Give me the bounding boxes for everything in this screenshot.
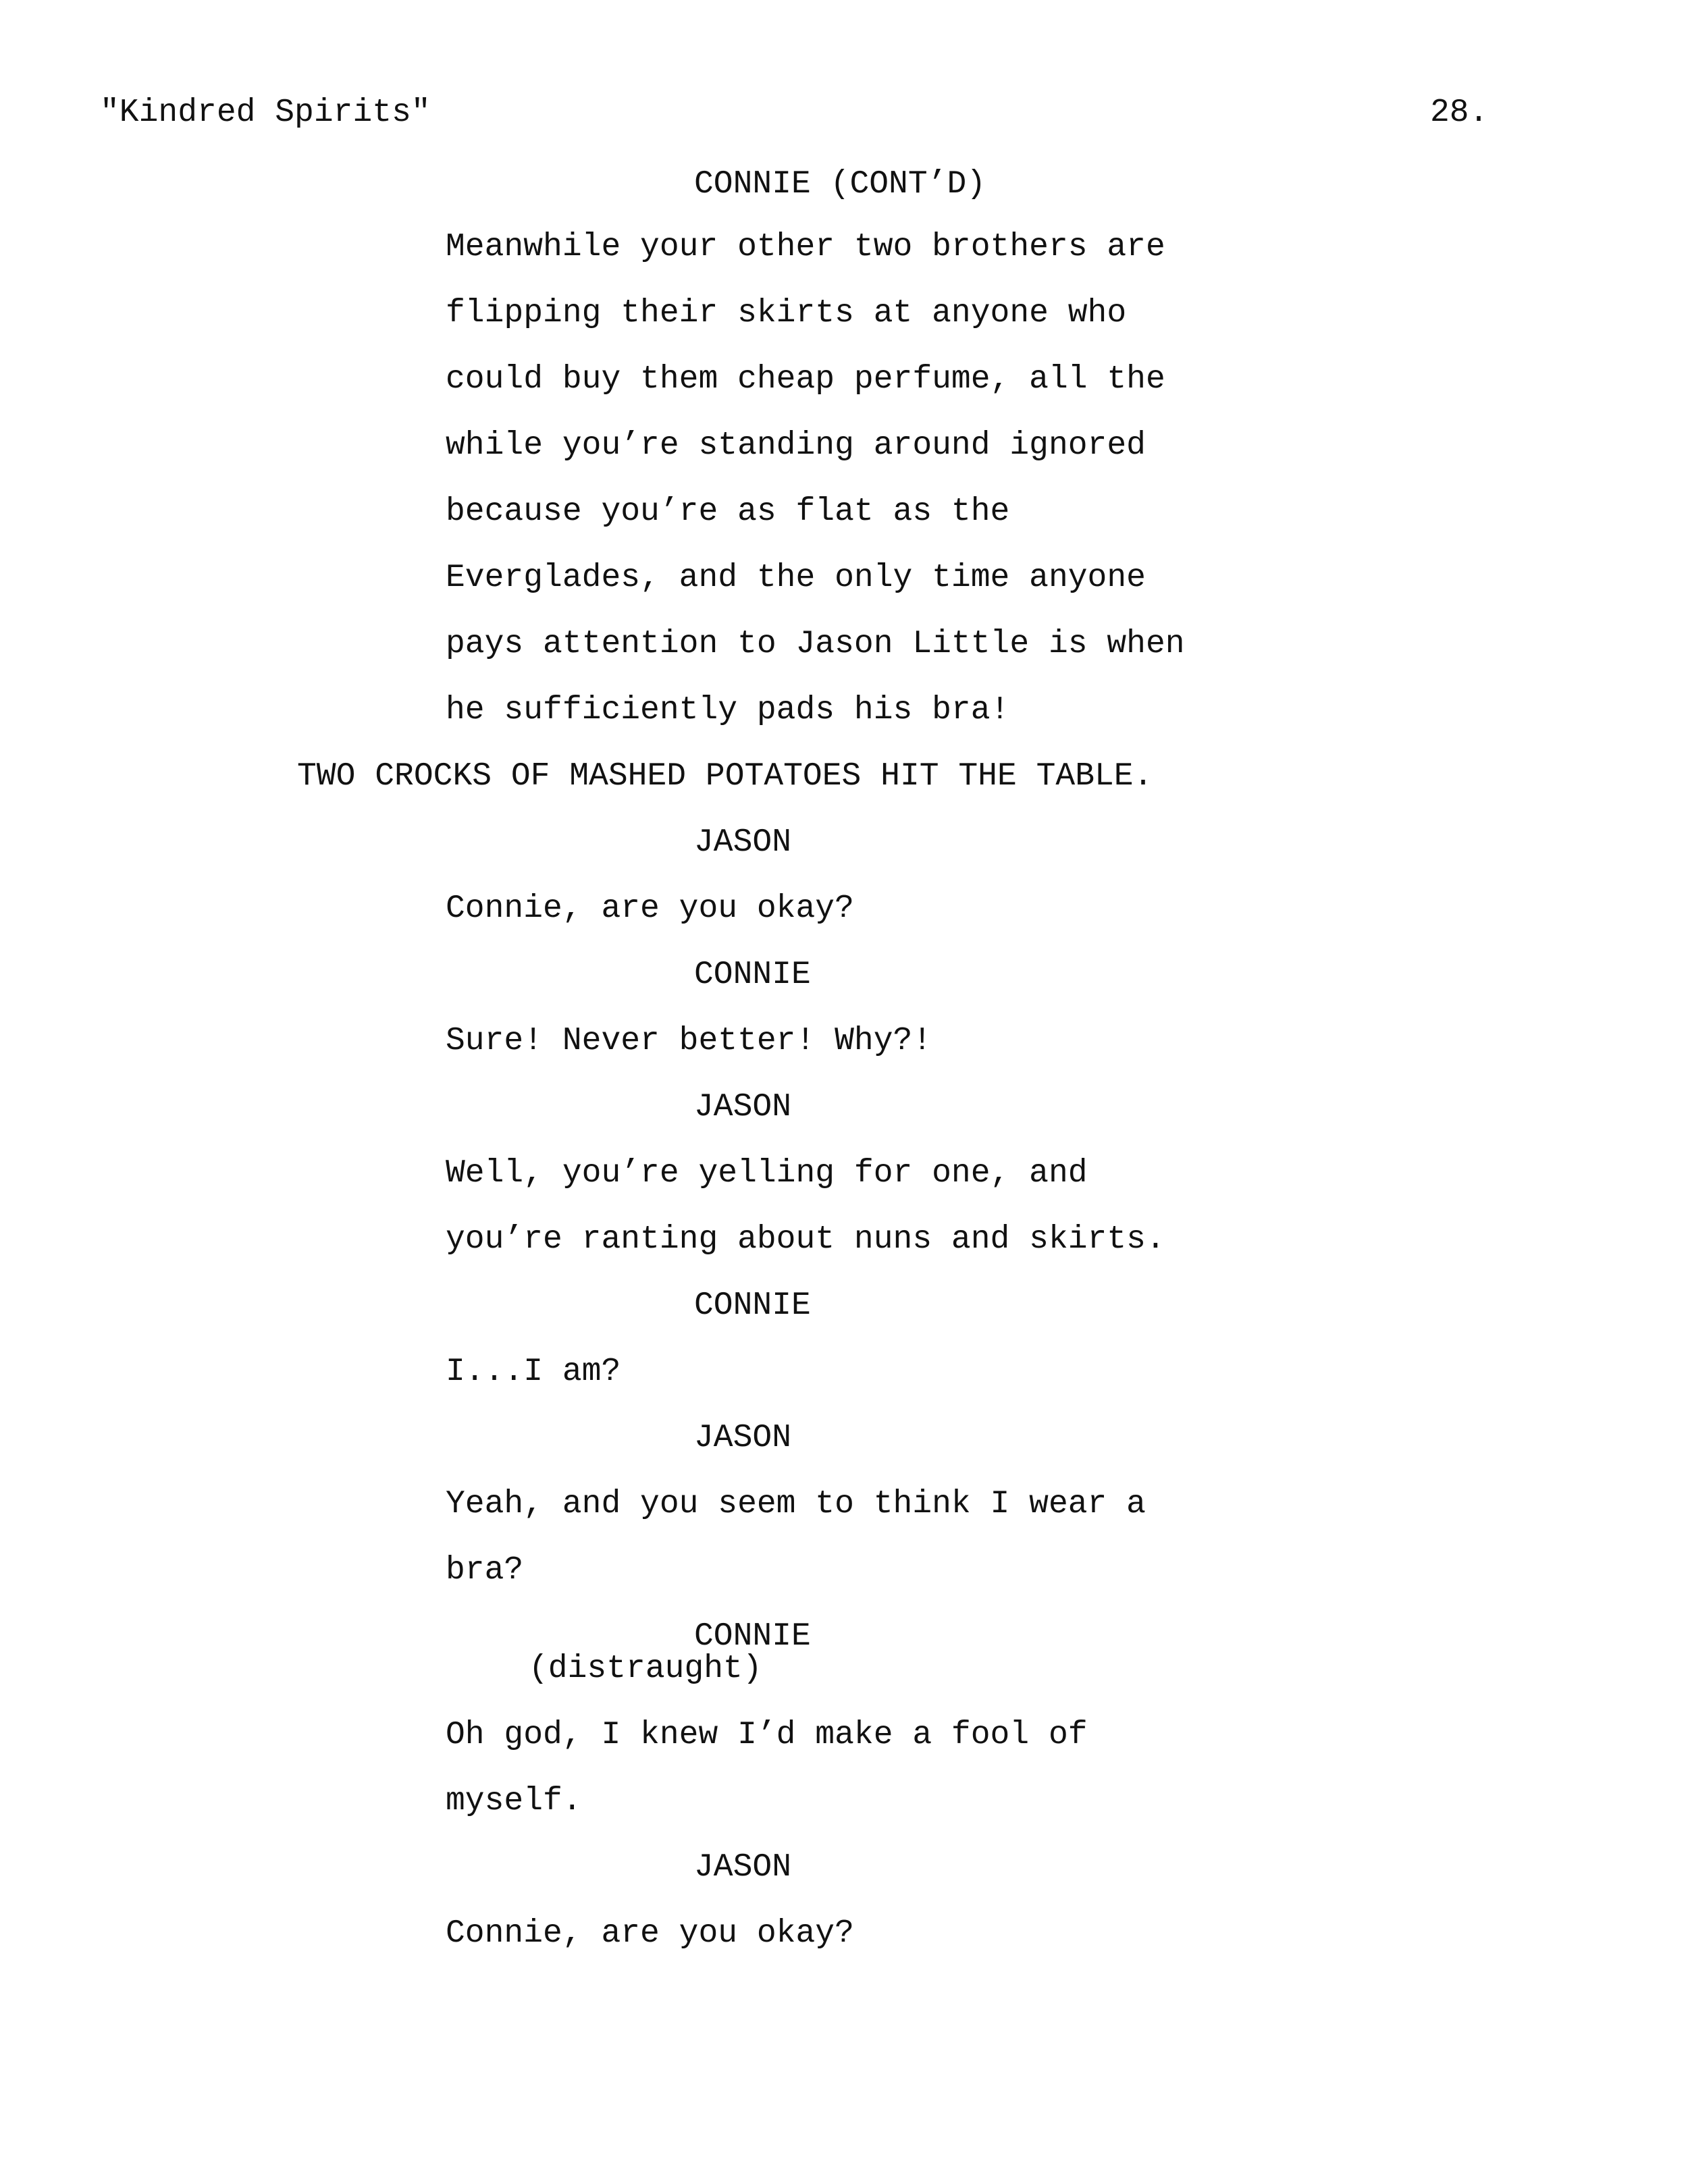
page-number: 28. bbox=[1430, 95, 1489, 131]
character-cue-connie: CONNIE bbox=[694, 1287, 811, 1324]
dialogue-line: you’re ranting about nuns and skirts. bbox=[446, 1221, 1165, 1258]
dialogue-line: Connie, are you okay? bbox=[446, 1915, 854, 1952]
character-cue-jason: JASON bbox=[694, 824, 792, 861]
dialogue-line: Connie, are you okay? bbox=[446, 890, 854, 927]
dialogue-line: Well, you’re yelling for one, and bbox=[446, 1155, 1088, 1192]
action-line: TWO CROCKS OF MASHED POTATOES HIT THE TABLE. bbox=[297, 758, 1153, 795]
dialogue-line: Oh god, I knew I’d make a fool of bbox=[446, 1717, 1088, 1753]
character-cue-jason: JASON bbox=[694, 1849, 792, 1886]
dialogue-line: Everglades, and the only time anyone bbox=[446, 560, 1146, 596]
dialogue-line: flipping their skirts at anyone who bbox=[446, 295, 1127, 331]
character-cue-connie: CONNIE bbox=[694, 1618, 811, 1655]
dialogue-line: he sufficiently pads his bra! bbox=[446, 692, 1010, 728]
header-title: "Kindred Spirits" bbox=[100, 95, 431, 131]
character-cue-jason: JASON bbox=[694, 1089, 792, 1125]
dialogue-line: while you’re standing around ignored bbox=[446, 427, 1146, 464]
character-cue-jason: JASON bbox=[694, 1420, 792, 1456]
character-cue-connie: CONNIE bbox=[694, 957, 811, 993]
dialogue-line: Yeah, and you seem to think I wear a bbox=[446, 1486, 1146, 1522]
dialogue-line: Sure! Never better! Why?! bbox=[446, 1023, 932, 1059]
dialogue-line: bra? bbox=[446, 1552, 524, 1589]
dialogue-line: I...I am? bbox=[446, 1354, 621, 1390]
parenthetical: (distraught) bbox=[529, 1651, 762, 1687]
dialogue-line: pays attention to Jason Little is when bbox=[446, 626, 1185, 662]
character-cue-connie-contd: CONNIE (CONT’D) bbox=[694, 166, 986, 203]
dialogue-line: Meanwhile your other two brothers are bbox=[446, 229, 1165, 265]
dialogue-line: could buy them cheap perfume, all the bbox=[446, 361, 1165, 398]
dialogue-line: myself. bbox=[446, 1783, 582, 1819]
dialogue-line: because you’re as flat as the bbox=[446, 494, 1010, 530]
